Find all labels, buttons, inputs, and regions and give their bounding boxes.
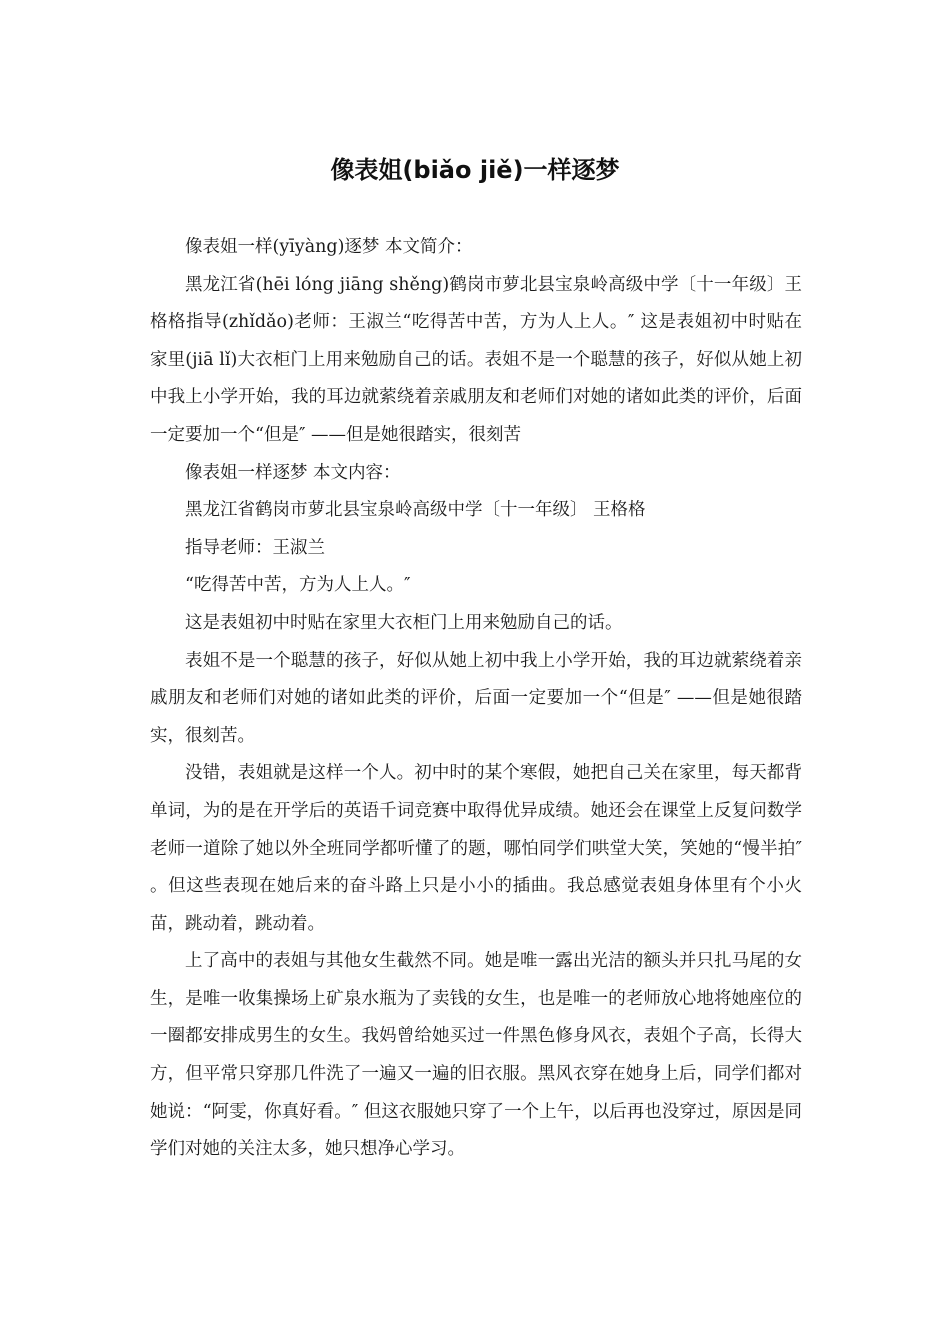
paragraph-content-heading: 像表姐一样逐梦 本文内容： bbox=[185, 462, 401, 483]
paragraph-motto-note: 这是表姐初中时贴在家里大衣柜门上用来勉励自己的话。 bbox=[185, 612, 623, 633]
document-body bbox=[150, 229, 802, 1169]
paragraph-summary-heading: 像表姐一样(yīyàng)逐梦 本文简介： bbox=[185, 237, 473, 257]
document-title: 像表姐(biǎo jiě)一样逐梦 bbox=[330, 156, 620, 184]
paragraph-senior-high: 上了高中的表姐与其他女生截然不同。她是唯一露出光洁的额头并只扎马尾的女生，是唯一收集操场上矿泉水瓶为了卖钱的女生，也是唯一的老师放心地将她座位的一圈都安排成男生的女生。我妈曾给她买过一件黑色修身风衣，表姐个子高，长得大方，但平常只穿那几件洗了一遍又一遍的旧衣服。黑风衣穿在她身上后，同学们都对她说：“阿雯，你真好看。″ 但这衣服她只穿了一个上午，以后再也没穿过，原因是同学们对她的关注太多，她只想净心学习。 bbox=[150, 951, 802, 1160]
paragraph-cousin-intro: 表姐不是一个聪慧的孩子，好似从她上初中我上小学开始，我的耳边就萦绕着亲戚朋友和老师们对她的诸如此类的评价，后面一定要加一个“但是″ ——但是她很踏实，很刻苦。 bbox=[150, 650, 802, 746]
paragraph-motto: “吃得苦中苦，方为人上人。″ bbox=[185, 575, 411, 596]
paragraph-summary-body: 黑龙江省(hēi lóng jiāng shěng)鹤岗市萝北县宝泉岭高级中学〔十一年级〕王格格指导(zhǐdǎo)老师：王淑兰“吃得苦中苦，方为人上人。″ 这是表姐初中时贴在家里(jiā lǐ)大衣柜门上用来勉励自己的话。表姐不是一个聪慧的孩子，好似从她上初中我上小学开始，我的耳边就萦绕着亲戚朋友和老师们对她的诸如此类的评价，后面一定要加一个“但是″ ——但是她很踏实，很刻苦 bbox=[150, 274, 802, 445]
paragraph-junior-high: 没错，表姐就是这样一个人。初中时的某个寒假，她把自己关在家里，每天都背单词，为的是在开学后的英语千词竞赛中取得优异成绩。她还会在课堂上反复问数学老师一道除了她以外全班同学都听懂了的题，哪怕同学们哄堂大笑，笑她的“慢半拍″ 。但这些表现在她后来的奋斗路上只是小小的插曲。我总感觉表姐身体里有个小火苗，跳动着，跳动着。 bbox=[150, 763, 802, 934]
paragraph-teacher-line: 指导老师：王淑兰 bbox=[185, 537, 325, 558]
paragraph-author-line: 黑龙江省鹤岗市萝北县宝泉岭高级中学〔十一年级〕 王格格 bbox=[185, 500, 646, 521]
